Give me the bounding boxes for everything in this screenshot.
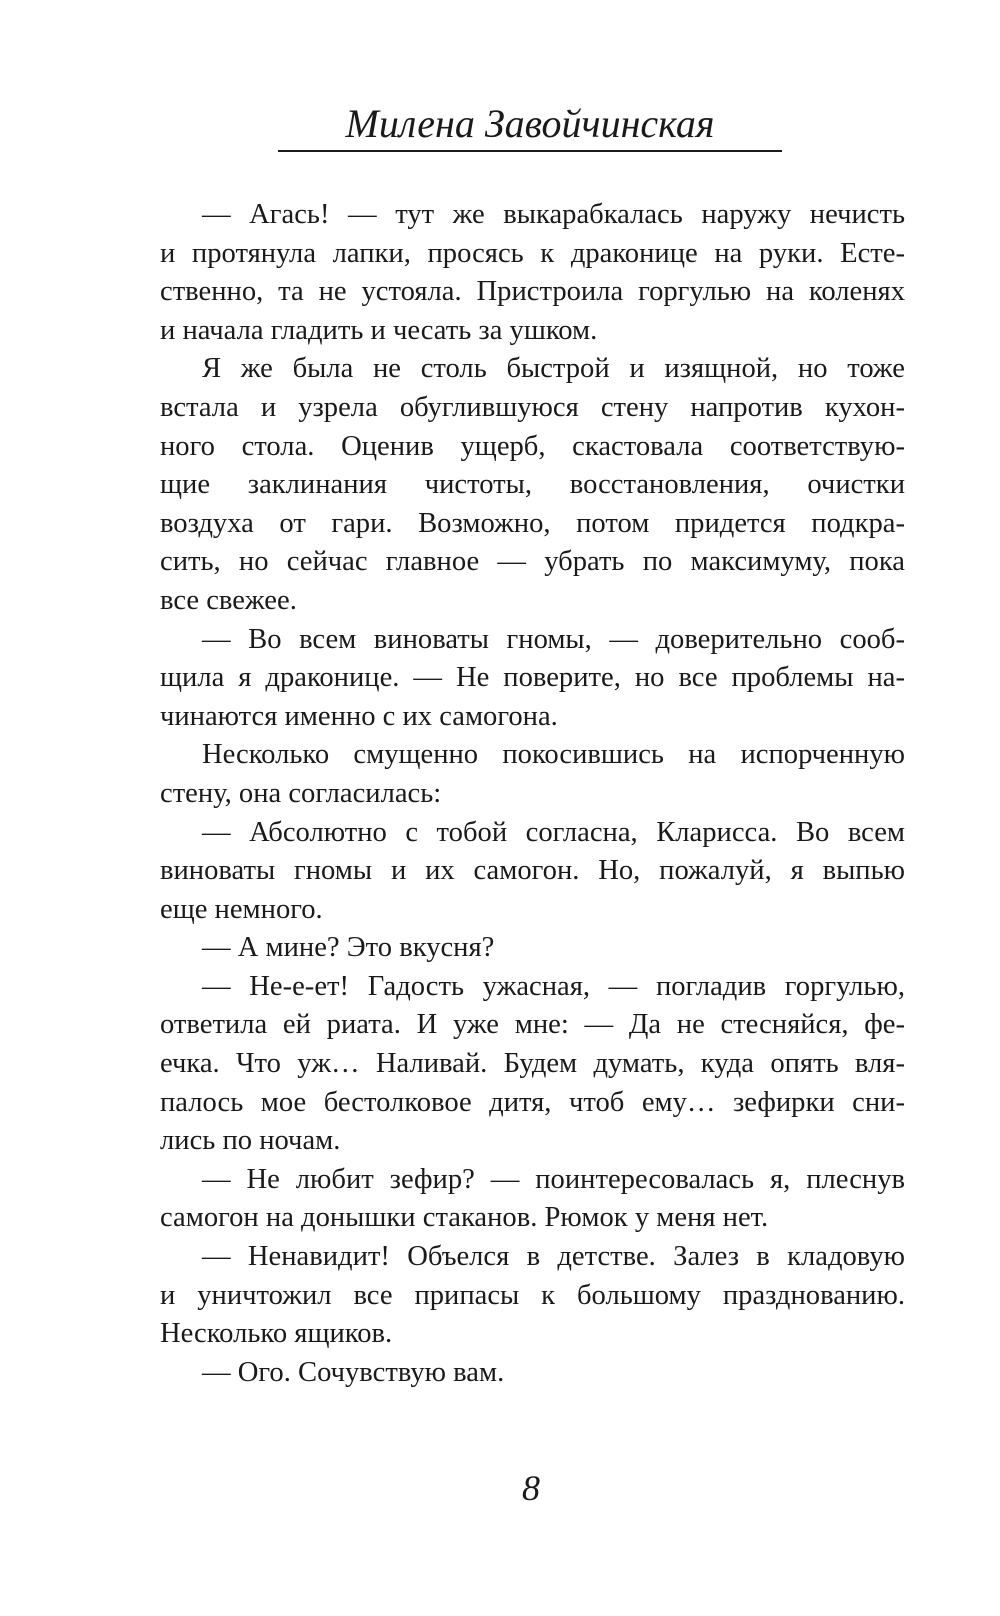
text-line: ечка. Что уж… Наливай. Будем думать, куда опять вля- xyxy=(160,1048,905,1080)
text-line: щила я драконице. — Не поверите, но все проблемы на- xyxy=(160,662,905,694)
text-line: палось мое бестолковое дитя, чтоб ему… зефирки сни- xyxy=(160,1086,905,1118)
text-line: — Абсолютно с тобой согласна, Кларисса. Во всем xyxy=(202,816,905,848)
text-line: еще немного. xyxy=(160,893,323,925)
text-line: самогон на донышки стаканов. Рюмок у меня нет. xyxy=(160,1202,769,1234)
text-line: встала и узрела обуглившуюся стену напротив кухон- xyxy=(160,391,905,423)
page-number: 8 xyxy=(522,1468,540,1508)
text-line: лись по ночам. xyxy=(160,1125,341,1157)
text-line: — Ненавидит! Объелся в детстве. Залез в кладовую xyxy=(202,1241,905,1273)
page-body-text xyxy=(160,196,905,1392)
running-head-author: Милена Завойчинская xyxy=(345,101,715,146)
text-line: стену, она согласилась: xyxy=(160,777,442,809)
text-line: Я же была не столь быстрой и изящной, но тоже xyxy=(202,353,905,385)
text-line: — Не-е-ет! Гадость ужасная, — погладив горгулью, xyxy=(202,970,905,1002)
text-line: — А мине? Это вкусня? xyxy=(202,932,495,964)
text-line: ственно, та не устояла. Пристроила горгулью на коленях xyxy=(160,276,905,308)
text-line: ответила ей риата. И уже мне: — Да не стесняйся, фе- xyxy=(160,1009,905,1041)
text-line: — Не любит зефир? — поинтересовалась я, плеснув xyxy=(202,1163,905,1195)
text-line: воздуха от гари. Возможно, потом придется подкра- xyxy=(160,507,905,539)
text-line: Несколько смущенно покосившись на испорченную xyxy=(202,739,905,771)
text-line: и начала гладить и чесать за ушком. xyxy=(160,314,598,346)
text-line: щие заклинания чистоты, восстановления, очистки xyxy=(160,469,905,501)
text-line: ного стола. Оценив ущерб, скастовала соответствую- xyxy=(160,430,905,462)
text-line: — Ого. Сочувствую вам. xyxy=(202,1356,505,1388)
text-line: сить, но сейчас главное — убрать по максимуму, пока xyxy=(160,546,905,578)
text-line: чинаются именно с их самогона. xyxy=(160,700,558,732)
text-line: все свежее. xyxy=(160,584,297,616)
text-line: виноваты гномы и их самогон. Но, пожалуй, я выпью xyxy=(160,855,905,887)
text-line: — Агась! — тут же выкарабкалась наружу нечисть xyxy=(202,199,905,230)
text-line: и уничтожил все припасы к большому празднованию. xyxy=(160,1279,905,1311)
header-divider xyxy=(278,150,782,152)
text-line: Несколько ящиков. xyxy=(160,1318,393,1350)
text-line: и протянула лапки, просясь к драконице на руки. Есте- xyxy=(160,237,905,269)
text-line: — Во всем виноваты гномы, — доверительно сооб- xyxy=(202,623,905,655)
